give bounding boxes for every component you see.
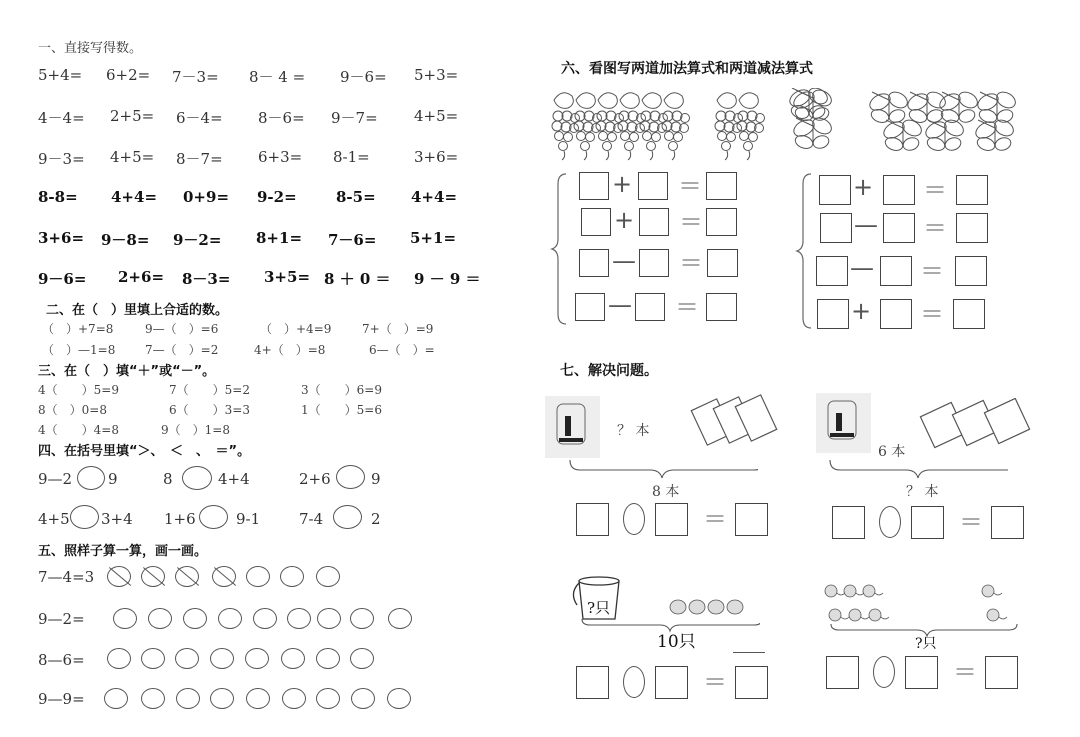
equals-sign: ＝ bbox=[679, 208, 703, 236]
problem: （ ）+7=8 bbox=[42, 322, 114, 336]
problem: 8-5= bbox=[336, 188, 376, 206]
compare-right: 2 bbox=[371, 510, 381, 528]
problem: 9-2= bbox=[257, 188, 297, 206]
problem1-bottom-label: 8 本 bbox=[652, 484, 680, 500]
answer-box[interactable] bbox=[576, 666, 609, 699]
compare-right: 9-1 bbox=[236, 510, 261, 528]
plus-sign: + bbox=[614, 206, 635, 234]
answer-box[interactable] bbox=[816, 256, 848, 286]
problem: 6+2= bbox=[106, 66, 151, 84]
circle[interactable] bbox=[316, 566, 340, 587]
plus-sign: + bbox=[853, 173, 874, 201]
problem: 3+6= bbox=[414, 148, 459, 166]
problem: 9－6= bbox=[38, 270, 87, 288]
compare-left: 1+6 bbox=[164, 510, 196, 528]
problem3-top-label: ?只 bbox=[587, 599, 611, 617]
answer-box[interactable] bbox=[985, 656, 1018, 689]
equals-sign: ＝ bbox=[953, 658, 977, 686]
section3-title: 三、在（ ）填“＋”或“－”。 bbox=[38, 364, 216, 379]
problem: 3+6= bbox=[38, 229, 85, 247]
answer-box[interactable] bbox=[575, 293, 605, 321]
circle[interactable] bbox=[148, 608, 172, 629]
grapes-picture bbox=[548, 88, 768, 163]
problem: 4+（ ）=8 bbox=[254, 343, 326, 357]
compare-left: 9—2 bbox=[38, 470, 73, 488]
problem3-bottom-label: 10只 bbox=[657, 632, 696, 652]
minus-sign: — bbox=[608, 291, 632, 319]
circle[interactable] bbox=[210, 688, 234, 709]
operator-oval[interactable] bbox=[623, 503, 645, 535]
circle[interactable] bbox=[175, 648, 199, 669]
minus-sign: — bbox=[612, 247, 636, 275]
crossed-circle[interactable] bbox=[175, 566, 199, 587]
circle[interactable] bbox=[388, 608, 412, 629]
compare-oval[interactable] bbox=[70, 505, 99, 529]
circle[interactable] bbox=[280, 566, 304, 587]
answer-box[interactable] bbox=[819, 175, 851, 205]
crossed-circle[interactable] bbox=[212, 566, 236, 587]
plus-sign: + bbox=[612, 170, 633, 198]
problem: 4（ ）4=8 bbox=[38, 423, 119, 437]
problem: 8-8= bbox=[38, 188, 78, 206]
problem: 8－ 4 = bbox=[249, 68, 306, 86]
problem2-top-label: 6 本 bbox=[878, 444, 906, 460]
problem: 4+4= bbox=[411, 188, 458, 206]
equals-sign: ＝ bbox=[703, 505, 727, 533]
problem: 9 － 9 ＝ bbox=[414, 270, 481, 288]
problem: 4+5= bbox=[110, 148, 155, 166]
equals-sign: ＝ bbox=[675, 293, 699, 321]
circle[interactable] bbox=[246, 688, 270, 709]
problem: 8－6= bbox=[258, 109, 305, 127]
compare-right: 4+4 bbox=[218, 470, 250, 488]
compare-left: 7-4 bbox=[299, 510, 324, 528]
problem1-top-label: ？ 本 bbox=[617, 423, 650, 439]
problem: 9－2= bbox=[173, 231, 222, 249]
problem: 8 ＋ 0 ＝ bbox=[324, 270, 391, 288]
problem: 5+1= bbox=[410, 229, 457, 247]
brace-bottom bbox=[568, 458, 758, 480]
answer-box[interactable] bbox=[880, 299, 912, 329]
answer-box[interactable] bbox=[991, 506, 1024, 539]
section7-title: 七、解决问题。 bbox=[560, 363, 658, 379]
section5-title: 五、照样子算一算，画一画。 bbox=[38, 544, 208, 559]
equals-sign: ＝ bbox=[920, 257, 944, 285]
answer-box[interactable] bbox=[576, 503, 609, 536]
problem: 3（ ）6=9 bbox=[301, 383, 382, 397]
circle[interactable] bbox=[287, 608, 311, 629]
answer-box[interactable] bbox=[706, 293, 737, 321]
operator-oval[interactable] bbox=[623, 666, 645, 698]
problem: 4+5= bbox=[414, 107, 459, 125]
backpack-image bbox=[545, 396, 600, 458]
problem: 3+5= bbox=[264, 268, 311, 286]
crossed-circle[interactable] bbox=[141, 566, 165, 587]
circle[interactable] bbox=[350, 648, 374, 669]
problem: 7－3= bbox=[172, 68, 219, 86]
problem: 9－7= bbox=[331, 109, 378, 127]
section6-title: 六、看图写两道加法算式和两道减法算式 bbox=[561, 61, 813, 77]
problem: （ ）+4=9 bbox=[260, 322, 332, 336]
problem: 9（ ）1=8 bbox=[161, 423, 230, 437]
circle[interactable] bbox=[107, 648, 131, 669]
problem: 4（ ）5=9 bbox=[38, 383, 119, 397]
problem: 7－6= bbox=[328, 231, 377, 249]
compare-oval[interactable] bbox=[199, 505, 228, 529]
compare-left: 4+5 bbox=[38, 510, 70, 528]
problem: 6（ ）3=3 bbox=[169, 403, 250, 417]
circle[interactable] bbox=[316, 648, 340, 669]
problem: 9－3= bbox=[38, 150, 85, 168]
operator-oval[interactable] bbox=[879, 506, 901, 538]
circle[interactable] bbox=[316, 688, 340, 709]
circle[interactable] bbox=[350, 608, 374, 629]
animals-image bbox=[668, 593, 748, 617]
answer-box[interactable] bbox=[953, 299, 985, 329]
problem: 1（ ）5=6 bbox=[301, 403, 382, 417]
operator-oval[interactable] bbox=[873, 656, 895, 688]
answer-box[interactable] bbox=[706, 208, 737, 236]
equals-sign: ＝ bbox=[959, 508, 983, 536]
answer-box[interactable] bbox=[880, 256, 912, 286]
books-image bbox=[690, 393, 785, 453]
plus-sign: + bbox=[851, 297, 872, 325]
equals-sign: ＝ bbox=[923, 214, 947, 242]
answer-box[interactable] bbox=[955, 256, 987, 286]
problem: 7—（ ）=2 bbox=[145, 343, 219, 357]
answer-box[interactable] bbox=[820, 213, 852, 243]
answer-box[interactable] bbox=[639, 208, 669, 236]
answer-box[interactable] bbox=[635, 293, 665, 321]
problem: 6+3= bbox=[258, 148, 303, 166]
circle[interactable] bbox=[176, 688, 200, 709]
problem: 2+5= bbox=[110, 107, 155, 125]
answer-box[interactable] bbox=[905, 656, 938, 689]
circle[interactable] bbox=[317, 608, 341, 629]
problem: 7+（ ）=9 bbox=[362, 322, 434, 336]
equals-sign: ＝ bbox=[703, 668, 727, 696]
problem: 5+4= bbox=[38, 66, 83, 84]
minus-sign: — bbox=[850, 254, 874, 282]
equals-sign: ＝ bbox=[679, 249, 703, 277]
problem: 4+4= bbox=[111, 188, 158, 206]
answer-box[interactable] bbox=[707, 249, 738, 277]
answer-box[interactable] bbox=[883, 213, 915, 243]
circle[interactable] bbox=[141, 688, 165, 709]
compare-right: 9 bbox=[371, 470, 381, 488]
problem: 4－4= bbox=[38, 109, 85, 127]
problem: 7（ ）5=2 bbox=[169, 383, 250, 397]
answer-box[interactable] bbox=[956, 175, 988, 205]
circle[interactable] bbox=[183, 608, 207, 629]
answer-box[interactable] bbox=[956, 213, 988, 243]
draw-row-label: 7—4=3 bbox=[38, 568, 95, 586]
answer-box[interactable] bbox=[706, 172, 737, 200]
answer-box[interactable] bbox=[581, 208, 611, 236]
circle[interactable] bbox=[113, 608, 137, 629]
answer-box[interactable] bbox=[655, 666, 688, 699]
crossed-circle[interactable] bbox=[107, 566, 131, 587]
problem: 6—（ ）= bbox=[369, 343, 435, 357]
problem: 8－3= bbox=[182, 270, 231, 288]
answer-box[interactable] bbox=[655, 503, 688, 536]
circle[interactable] bbox=[104, 688, 128, 709]
answer-box[interactable] bbox=[579, 249, 609, 277]
compare-oval[interactable] bbox=[182, 466, 212, 490]
answer-box[interactable] bbox=[911, 506, 944, 539]
answer-box[interactable] bbox=[579, 172, 609, 200]
backpack-image bbox=[816, 393, 871, 453]
circle[interactable] bbox=[351, 688, 375, 709]
compare-oval[interactable] bbox=[336, 465, 365, 489]
problem2-bottom-label: ？ 本 bbox=[906, 484, 939, 500]
problem: 5+3= bbox=[414, 66, 459, 84]
draw-row-label: 9—9= bbox=[38, 690, 85, 708]
problem: （ ）—1=8 bbox=[42, 343, 116, 357]
circle[interactable] bbox=[210, 648, 234, 669]
answer-box[interactable] bbox=[639, 249, 669, 277]
compare-left: 2+6 bbox=[299, 470, 331, 488]
circle[interactable] bbox=[245, 648, 269, 669]
circle[interactable] bbox=[253, 608, 277, 629]
circle[interactable] bbox=[387, 688, 411, 709]
section2-title: 二、在（ ）里填上合适的数。 bbox=[46, 303, 229, 318]
problem: 8-1= bbox=[333, 148, 370, 166]
compare-right: 3+4 bbox=[101, 510, 133, 528]
problem: 6－4= bbox=[176, 109, 223, 127]
equals-sign: ＝ bbox=[923, 176, 947, 204]
problem: 8－7= bbox=[176, 150, 223, 168]
problem: 2+6= bbox=[118, 268, 165, 286]
answer-box[interactable] bbox=[832, 506, 865, 539]
problem: 0+9= bbox=[183, 188, 230, 206]
section1-title: 一、直接写得数。 bbox=[38, 41, 143, 56]
section4-title: 四、在括号里填“＞、 ＜ 、 ＝”。 bbox=[38, 444, 251, 459]
compare-left: 8 bbox=[163, 470, 173, 488]
problem4-bottom-label: ?只 bbox=[915, 636, 937, 652]
problem: 8+1= bbox=[256, 229, 303, 247]
answer-box[interactable] bbox=[735, 666, 768, 699]
right-brace bbox=[795, 172, 815, 332]
equals-sign: ＝ bbox=[678, 172, 702, 200]
circle[interactable] bbox=[246, 566, 270, 587]
brace-bottom bbox=[828, 458, 1008, 480]
answer-box[interactable] bbox=[826, 656, 859, 689]
tadpoles-image bbox=[823, 581, 1023, 626]
circle[interactable] bbox=[218, 608, 242, 629]
compare-right: 9 bbox=[108, 470, 118, 488]
underline-mark bbox=[733, 652, 765, 653]
left-brace bbox=[550, 172, 570, 327]
circle[interactable] bbox=[281, 648, 305, 669]
answer-box[interactable] bbox=[817, 299, 849, 329]
problem: 9—（ ）=6 bbox=[145, 322, 219, 336]
equals-sign: ＝ bbox=[920, 300, 944, 328]
draw-row-label: 9—2= bbox=[38, 610, 85, 628]
answer-box[interactable] bbox=[735, 503, 768, 536]
circle[interactable] bbox=[141, 648, 165, 669]
minus-sign: — bbox=[854, 211, 878, 239]
answer-box[interactable] bbox=[638, 172, 668, 200]
compare-oval[interactable] bbox=[77, 466, 105, 490]
problem: 9－8= bbox=[101, 231, 150, 249]
draw-row-label: 8—6= bbox=[38, 651, 85, 669]
butterflies-picture bbox=[788, 88, 1020, 158]
problem: 9－6= bbox=[340, 68, 387, 86]
compare-oval[interactable] bbox=[333, 505, 362, 529]
circle[interactable] bbox=[282, 688, 306, 709]
answer-box[interactable] bbox=[883, 175, 915, 205]
books-image bbox=[918, 398, 1048, 453]
problem: 8（ ）0=8 bbox=[38, 403, 107, 417]
